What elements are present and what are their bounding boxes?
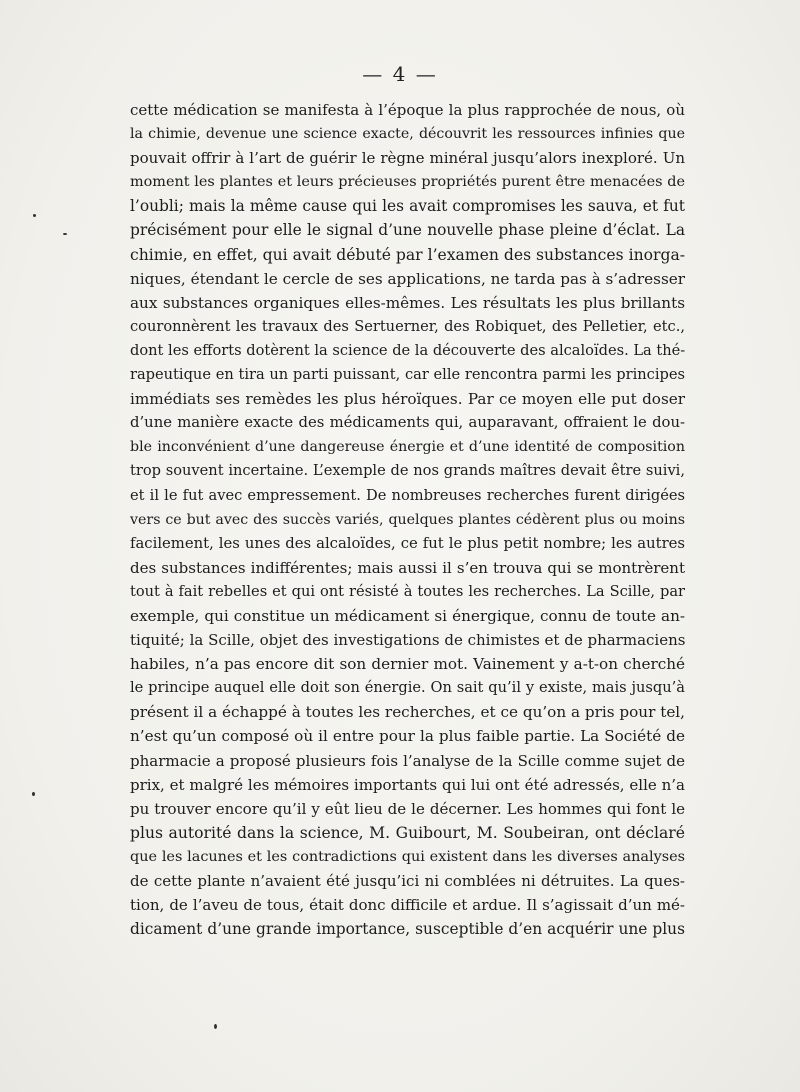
- text-line: précisément pour elle le signal d’une nouvelle phase pleine d’éclat. La: [130, 221, 685, 240]
- text-line: n’est qu’un composé où il entre pour la plus faible partie. La Société de: [130, 727, 685, 746]
- text-line: ble inconvénient d’une dangereuse énergie et d’une identité de composition: [130, 439, 685, 456]
- text-line: habiles, n’a pas encore dit son dernier mot. Vainement y a-t-on cherché: [130, 655, 685, 674]
- text-line: d’une manière exacte des médicaments qui, auparavant, offraient le dou-: [130, 414, 685, 432]
- scan-speck: [214, 1024, 217, 1029]
- scan-speck: [33, 214, 36, 217]
- text-line: chimie, en effet, qui avait débuté par l’examen des substances inorga-: [130, 245, 686, 264]
- text-line: tout à fait rebelles et qui ont résisté à toutes les recherches. La Scille, par: [130, 582, 685, 600]
- text-line: pharmacie a proposé plusieurs fois l’analyse de la Scille comme sujet de: [130, 751, 685, 770]
- text-line: l’oubli; mais la même cause qui les avait compromises les sauva, et fut: [130, 197, 685, 216]
- text-line: prix, et malgré les mémoires importants qui lui ont été adressés, elle n’a: [130, 775, 685, 794]
- text-line: tiquité; la Scille, objet des investigations de chimistes et de pharmaciens: [130, 631, 686, 650]
- text-line: immédiats ses remèdes les plus héroïques. Par ce moyen elle put doser: [130, 390, 685, 409]
- text-line: cette médication se manifesta à l’époque la plus rapprochée de nous, où: [130, 101, 685, 119]
- text-line: et il le fut avec empressement. De nombreuses recherches furent dirigées: [130, 486, 685, 504]
- text-line: couronnèrent les travaux des Sertuerner, des Robiquet, des Pelletier, etc.,: [130, 317, 685, 335]
- text-line: vers ce but avec des succès variés, quelques plantes cédèrent plus ou moins: [130, 511, 685, 528]
- text-line: le principe auquel elle doit son énergie. On sait qu’il y existe, mais jusqu’à: [130, 679, 685, 697]
- scan-speck: [63, 233, 67, 235]
- text-line: niques, étendant le cercle de ses applications, ne tarda pas à s’adresser: [130, 269, 685, 288]
- body-text: [130, 98, 685, 941]
- text-line: moment les plantes et leurs précieuses propriétés purent être menacées de: [130, 174, 685, 191]
- text-line: que les lacunes et les contradictions qui existent dans les diverses analyses: [130, 848, 685, 865]
- text-line: pu trouver encore qu’il y eût lieu de le décerner. Les hommes qui font le: [130, 799, 685, 818]
- text-line: la chimie, devenue une science exacte, découvrit les ressources infinies que: [130, 126, 685, 143]
- text-line: tion, de l’aveu de tous, était donc difficile et ardue. Il s’agissait d’un mé-: [130, 896, 685, 915]
- text-line: rapeutique en tira un parti puissant, car elle rencontra parmi les principes: [130, 366, 685, 384]
- text-line: dicament d’une grande importance, susceptible d’en acquérir une plus: [130, 920, 685, 939]
- scan-speck: [32, 792, 35, 796]
- text-line: trop souvent incertaine. L’exemple de nos grands maîtres devait être suivi,: [130, 462, 685, 480]
- text-line: pouvait offrir à l’art de guérir le règne minéral jusqu’alors inexploré. Un: [130, 149, 685, 168]
- text-line: aux substances organiques elles-mêmes. Les résultats les plus brillants: [130, 293, 685, 312]
- text-line: présent il a échappé à toutes les recherches, et ce qu’on a pris pour tel,: [130, 703, 685, 722]
- page-number: — 4 —: [362, 62, 438, 86]
- text-line: facilement, les unes des alcaloïdes, ce fut le plus petit nombre; les autres: [130, 534, 685, 552]
- text-line: exemple, qui constitue un médicament si énergique, connu de toute an-: [130, 606, 685, 625]
- text-line: plus autorité dans la science, M. Guibourt, M. Soubeiran, ont déclaré: [130, 823, 685, 842]
- text-line: dont les efforts dotèrent la science de la découverte des alcaloïdes. La thé-: [130, 341, 686, 359]
- text-line: de cette plante n’avaient été jusqu’ici ni comblées ni détruites. La ques-: [130, 872, 685, 890]
- text-line: des substances indifférentes; mais aussi il s’en trouva qui se montrèrent: [130, 558, 685, 577]
